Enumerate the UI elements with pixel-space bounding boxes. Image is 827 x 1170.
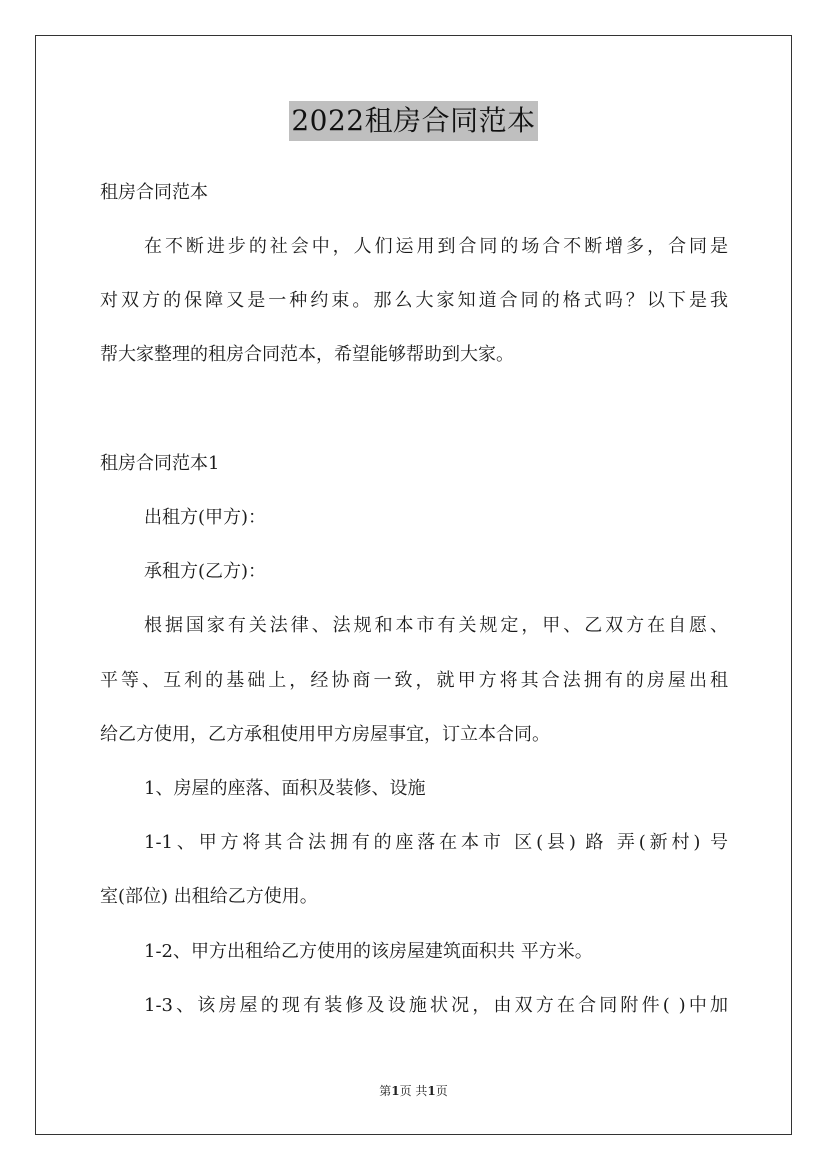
paragraph-line: 承租方(乙方)： xyxy=(144,561,267,582)
paragraph-line: 室(部位) 出租给乙方使用。 xyxy=(100,886,318,907)
paragraph-line: 出租方(甲方)： xyxy=(144,507,267,528)
paragraph-line: 1-3、该房屋的现有装修及设施状况，由双方在合同附件( )中加 xyxy=(144,995,728,1016)
document-title: 2022租房合同范本 xyxy=(289,101,537,141)
footer-prefix: 第 xyxy=(379,1084,392,1098)
footer-mid: 页 共 xyxy=(399,1084,428,1098)
title-container xyxy=(0,101,827,141)
section-heading: 租房合同范本 xyxy=(100,182,208,203)
footer-current-page: 1 xyxy=(391,1084,400,1098)
paragraph-line: 在不断进步的社会中，人们运用到合同的场合不断增多，合同是 xyxy=(144,236,728,257)
paragraph-line: 帮大家整理的租房合同范本，希望能够帮助到大家。 xyxy=(100,344,514,365)
paragraph-line: 给乙方使用，乙方承租使用甲方房屋事宜，订立本合同。 xyxy=(100,724,550,745)
footer-suffix: 页 xyxy=(435,1084,448,1098)
clause-heading: 1、房屋的座落、面积及装修、设施 xyxy=(144,778,426,799)
paragraph-line: 对双方的保障又是一种约束。那么大家知道合同的格式吗？以下是我 xyxy=(100,290,728,311)
page-footer xyxy=(0,1083,827,1099)
paragraph-line: 1-2、甲方出租给乙方使用的该房屋建筑面积共 平方米。 xyxy=(144,941,593,962)
paragraph-line: 1-1、甲方将其合法拥有的座落在本市 区(县) 路 弄(新村) 号 xyxy=(144,832,728,853)
paragraph-line: 平等、互利的基础上，经协商一致，就甲方将其合法拥有的房屋出租 xyxy=(100,670,728,691)
footer-total-pages: 1 xyxy=(427,1084,436,1098)
paragraph-line: 根据国家有关法律、法规和本市有关规定，甲、乙双方在自愿、 xyxy=(144,615,728,636)
section-heading: 租房合同范本1 xyxy=(100,453,220,474)
